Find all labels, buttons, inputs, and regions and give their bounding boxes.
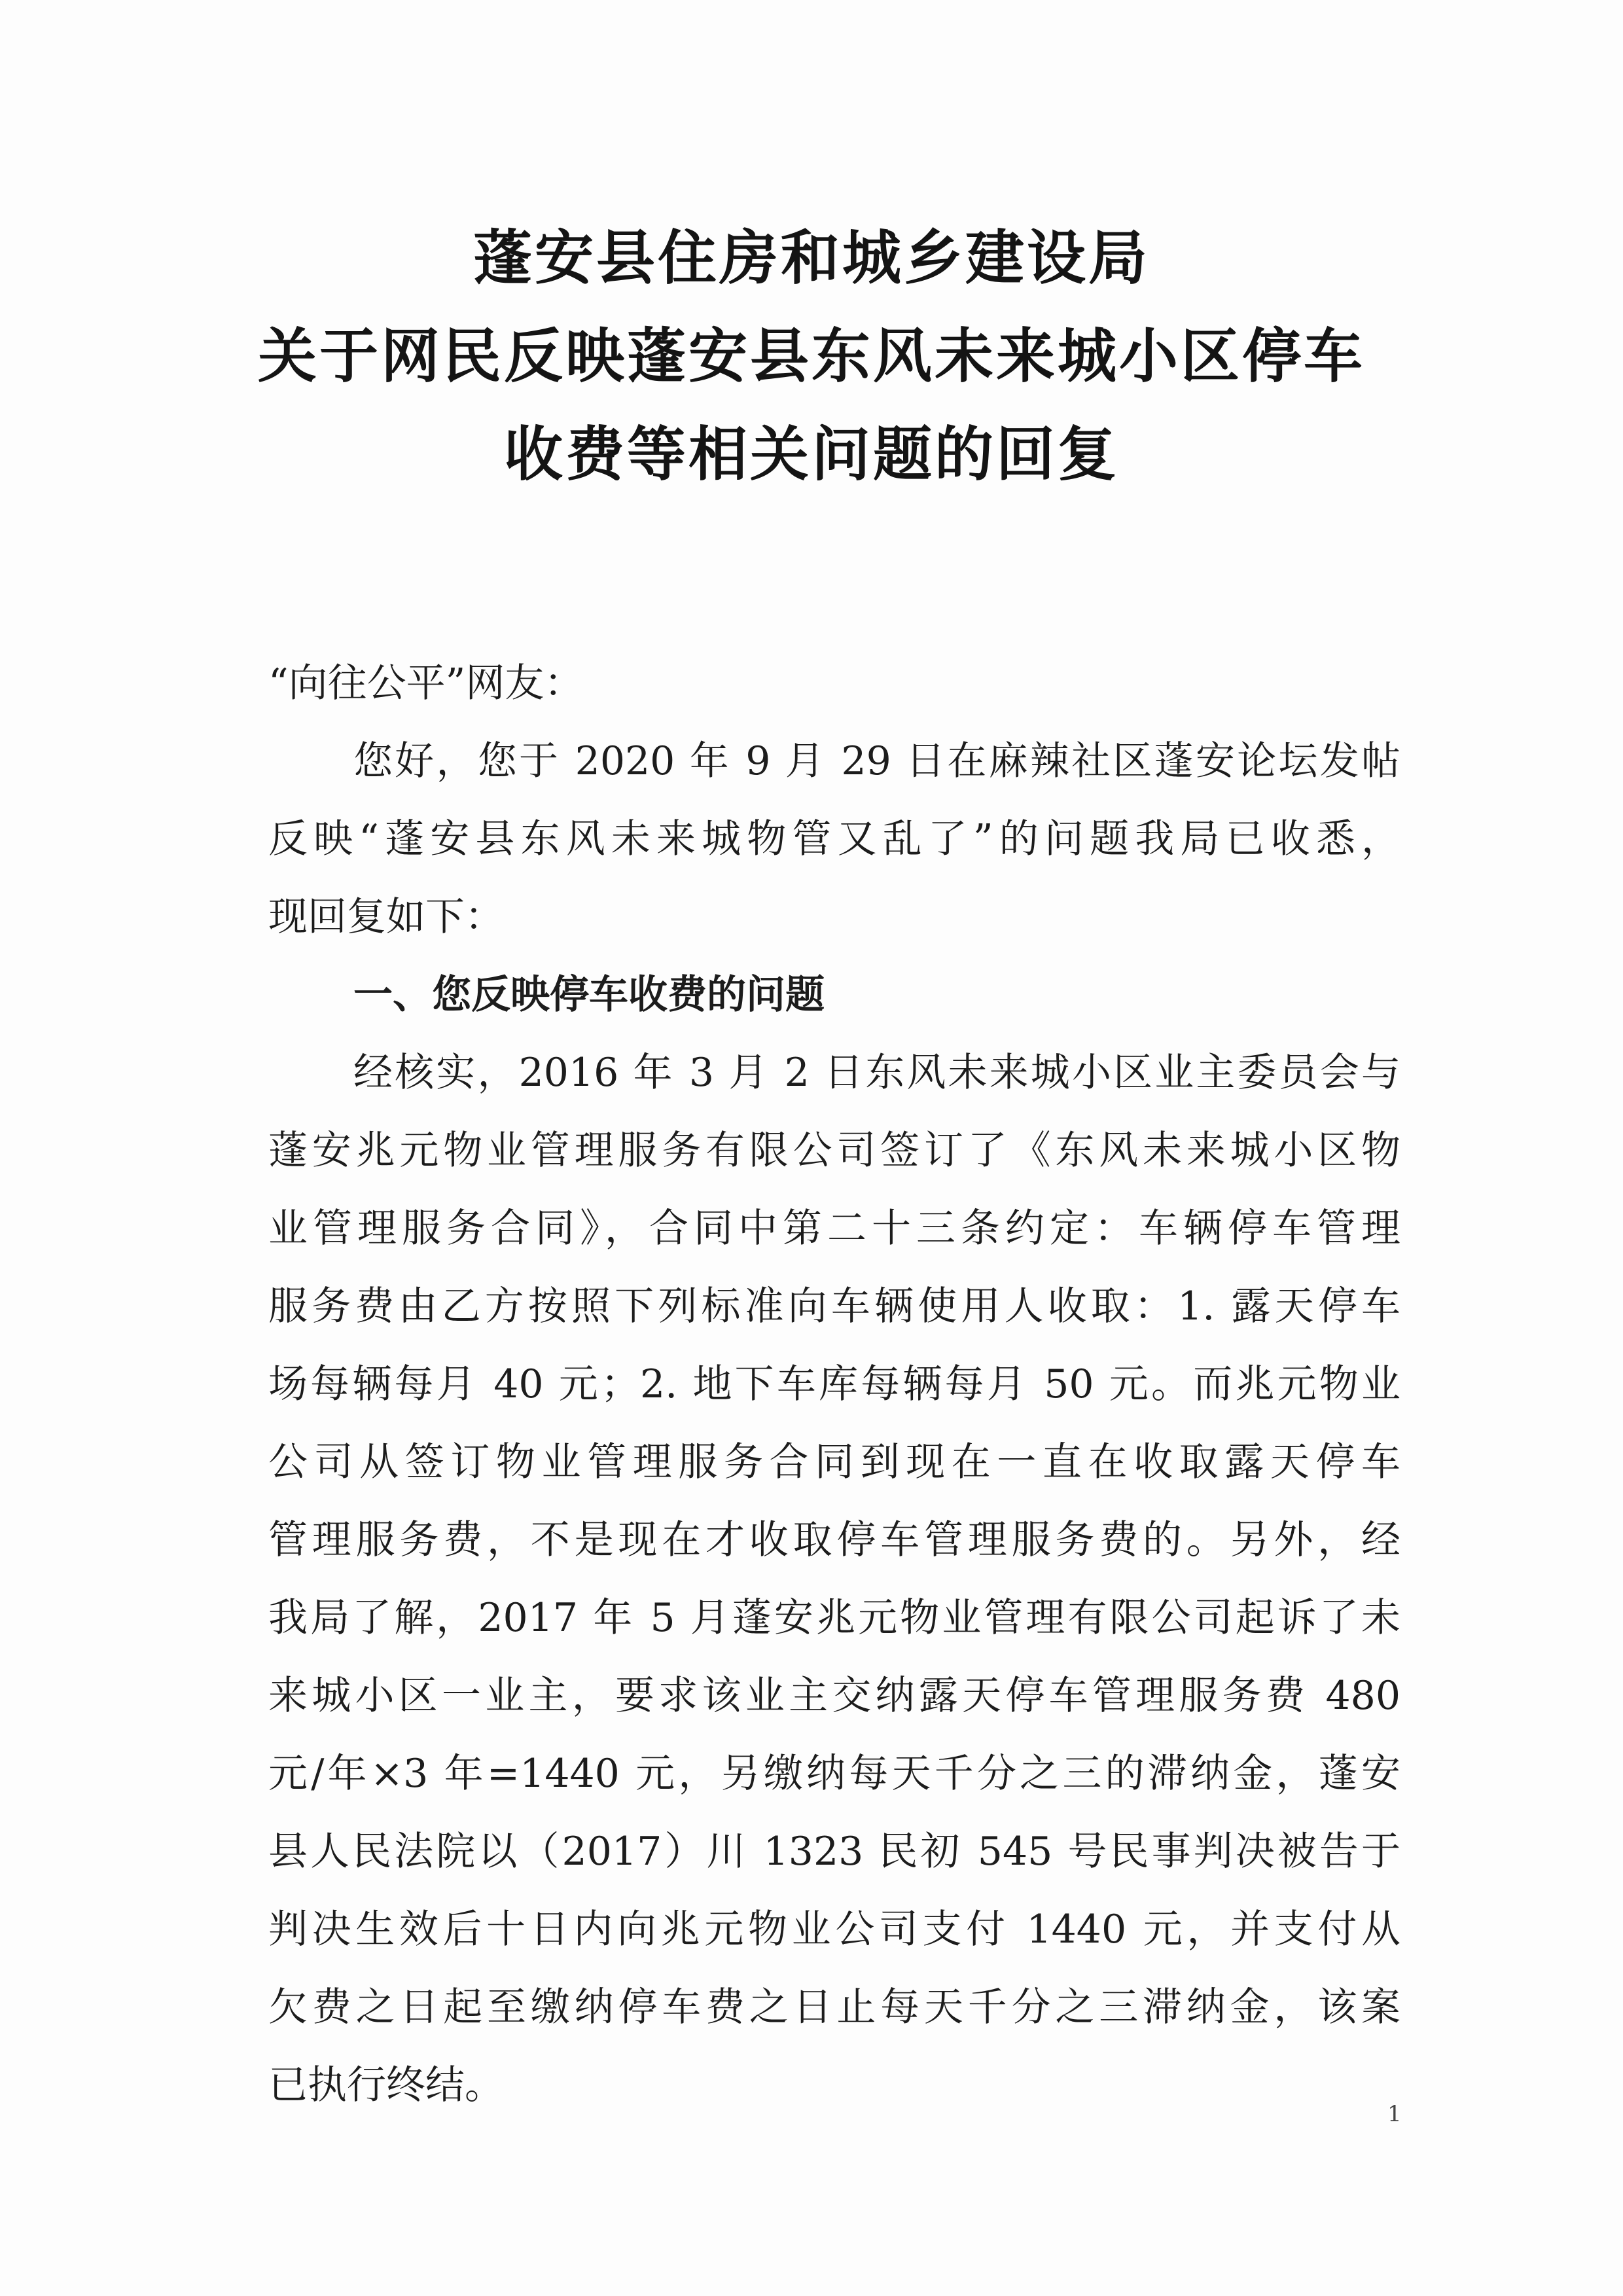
paragraph-2-line-14: 已执行终结。 <box>268 2062 504 2108</box>
paragraph-1-line-1: 您好，您于 2020 年 9 月 29 日在麻辣社区蓬安论坛发帖 <box>353 738 1400 784</box>
paragraph-2-line-11: 县人民法院以（2017）川 1323 民初 545 号民事判决被告于 <box>268 1829 1400 1874</box>
section-heading-1: 一、您反映停车收费的问题 <box>353 972 825 1018</box>
paragraph-2-line-8: 我局了解，2017 年 5 月蓬安兆元物业管理有限公司起诉了未 <box>268 1595 1400 1641</box>
title-line-1: 蓬安县住房和城乡建设局 <box>473 224 1150 293</box>
paragraph-2-line-9: 来城小区一业主，要求该业主交纳露天停车管理服务费 480 <box>268 1673 1400 1719</box>
paragraph-1-line-3: 现回复如下： <box>268 894 504 940</box>
salutation: “向往公平”网友： <box>268 660 584 706</box>
paragraph-2-line-6: 公司从签订物业管理服务合同到现在一直在收取露天停车 <box>268 1439 1400 1485</box>
paragraph-2-line-10: 元/年×3 年=1440 元，另缴纳每天千分之三的滞纳金，蓬安 <box>268 1751 1400 1797</box>
paragraph-2-line-5: 场每辆每月 40 元；2. 地下车库每辆每月 50 元。而兆元物业 <box>268 1361 1400 1407</box>
paragraph-2-line-13: 欠费之日起至缴纳停车费之日止每天千分之三滞纳金，该案 <box>268 1984 1400 2030</box>
paragraph-2-line-1: 经核实，2016 年 3 月 2 日东风未来城小区业主委员会与 <box>353 1050 1400 1096</box>
paragraph-2-line-7: 管理服务费，不是现在才收取停车管理服务费的。另外，经 <box>268 1517 1400 1563</box>
page-number: 1 <box>1387 2101 1402 2127</box>
paragraph-2-line-4: 服务费由乙方按照下列标准向车辆使用人收取：1. 露天停车 <box>268 1283 1400 1329</box>
paragraph-2-line-12: 判决生效后十日内向兆元物业公司支付 1440 元，并支付从 <box>268 1907 1400 1952</box>
document-title <box>196 209 1427 504</box>
title-line-3: 收费等相关问题的回复 <box>504 420 1119 489</box>
paragraph-1-line-2: 反映“蓬安县东风未来城物管又乱了”的问题我局已收悉， <box>268 816 1400 862</box>
paragraph-2-line-2: 蓬安兆元物业管理服务有限公司签订了《东风未来城小区物 <box>268 1128 1400 1174</box>
document-body <box>268 645 1400 2125</box>
title-line-2: 关于网民反映蓬安县东风未来城小区停车 <box>258 322 1365 391</box>
paragraph-2-line-3: 业管理服务合同》，合同中第二十三条约定：车辆停车管理 <box>268 1206 1400 1251</box>
